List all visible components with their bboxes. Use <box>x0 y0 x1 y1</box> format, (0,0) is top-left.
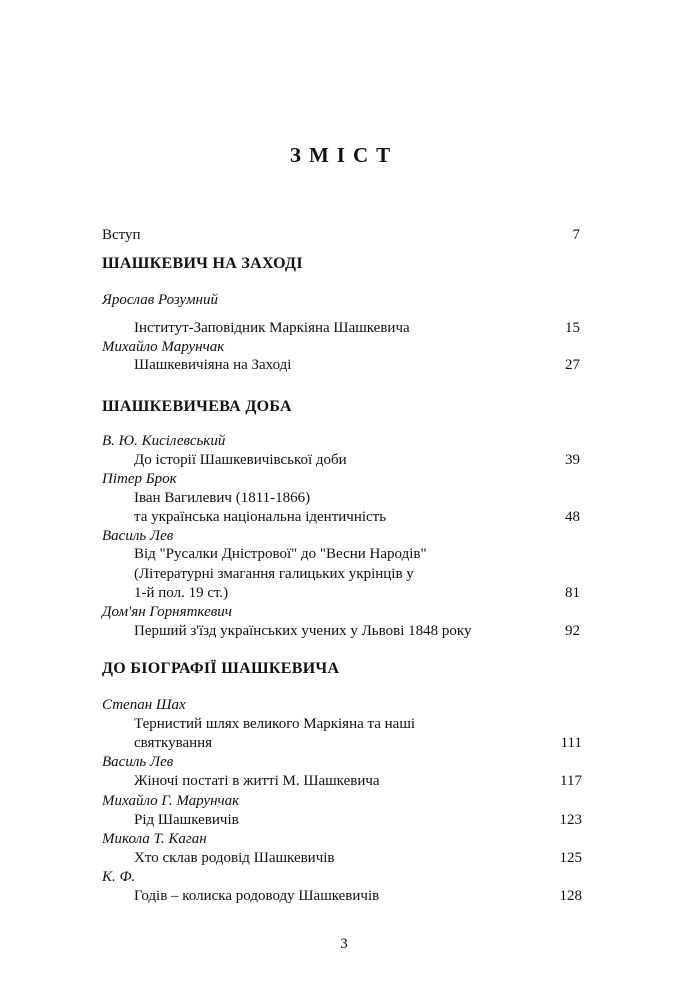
entry-title: (Літературні змагання галицьких укрінців у <box>134 566 414 582</box>
entry-page: 123 <box>559 812 582 828</box>
entry-page: 111 <box>560 735 582 751</box>
intro-label: Вступ <box>102 227 141 243</box>
author-name: Дом'ян Горняткевич <box>102 604 232 620</box>
entry-page: 125 <box>559 850 582 866</box>
entry-page: 128 <box>559 888 582 904</box>
section-heading: ШАШКЕВИЧ НА ЗАХОДІ <box>102 255 303 272</box>
entry-page: 27 <box>565 357 580 373</box>
entry-title: Іван Вагилевич (1811-1866) <box>134 490 311 506</box>
author-name: Ярослав Розумний <box>102 292 218 308</box>
entry-title: Інститут-Заповідник Маркіяна Шашкевича <box>134 320 410 336</box>
author-name: В. Ю. Кисілевський <box>102 433 226 449</box>
entry-title: Хто склав родовід Шашкевичів <box>134 850 335 866</box>
entry-title: Перший з'їзд українських учених у Львові 1848 року <box>134 623 472 639</box>
entry-title: та українська національна ідентичність <box>134 509 387 525</box>
entry-title: Жіночі постаті в житті М. Шашкевича <box>134 773 380 789</box>
page-number: 3 <box>340 936 348 952</box>
entry-title: Шашкевичіяна на Заході <box>134 357 292 373</box>
intro-page: 7 <box>572 227 580 243</box>
entry-page: 39 <box>565 452 580 468</box>
section-heading: ДО БІОГРАФІЇ ШАШКЕВИЧА <box>102 660 340 677</box>
entry-title: 1-й пол. 19 ст.) <box>134 585 229 601</box>
author-name: Степан Шах <box>102 697 186 713</box>
entry-page: 81 <box>565 585 580 601</box>
section-heading: ШАШКЕВИЧЕВА ДОБА <box>102 398 292 415</box>
entry-page: 117 <box>560 773 582 789</box>
entry-title: До історії Шашкевичівської доби <box>134 452 347 468</box>
entry-title: Тернистий шлях великого Маркіяна та наші <box>134 716 416 732</box>
entry-page: 92 <box>565 623 580 639</box>
entry-title: святкування <box>134 735 213 751</box>
author-name: Михайло Г. Марунчак <box>102 793 240 809</box>
author-name: К. Ф. <box>102 869 136 885</box>
author-name: Василь Лев <box>102 754 174 770</box>
entry-title: Годів – колиска родоводу Шашкевичів <box>134 888 380 904</box>
author-name: Пітер Брок <box>102 471 177 487</box>
entry-title: Від "Русалки Дністрової" до "Весни Народів" <box>134 546 427 562</box>
entry-page: 48 <box>565 509 580 525</box>
author-name: Микола Т. Каган <box>102 831 207 847</box>
author-name: Василь Лев <box>102 528 174 544</box>
page-title: ЗМІСТ <box>289 143 399 167</box>
entry-title: Рід Шашкевичів <box>134 812 239 828</box>
entry-page: 15 <box>565 320 580 336</box>
author-name: Михайло Марунчак <box>102 339 225 355</box>
